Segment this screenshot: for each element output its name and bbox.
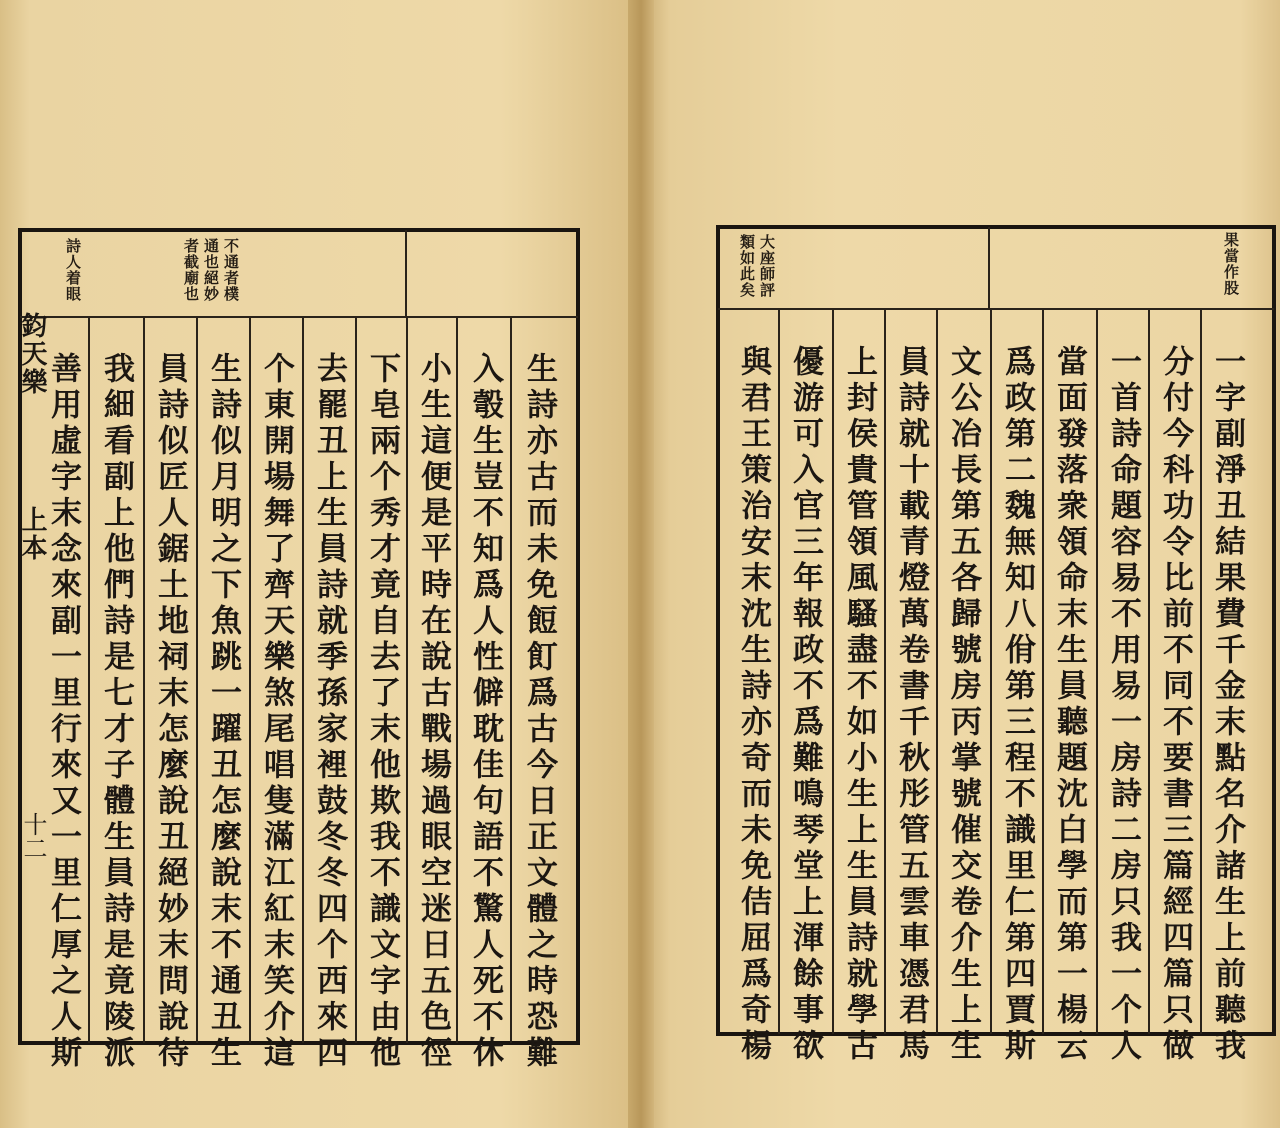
right-col-rule xyxy=(1200,308,1202,1034)
text-column: 員詩就十載青燈萬卷書千秋彤管五雲車憑君馬 xyxy=(893,345,929,1065)
text-column: 善用虛字末念來副一里行來又一里仁厚之人斯 xyxy=(45,352,81,1072)
right-head-divider xyxy=(988,227,990,308)
right-col-rule xyxy=(990,308,992,1034)
head-note: 者截廟也 xyxy=(182,238,200,302)
text-column: 一首詩命題容易不用易一房詩二房只我一个人 xyxy=(1105,345,1141,1065)
head-note: 不通者樸 xyxy=(222,238,240,302)
right-col-rule xyxy=(884,308,886,1034)
right-col-rule xyxy=(1042,308,1044,1034)
book-gutter xyxy=(628,0,654,1128)
text-column: 个東開場舞了齊天樂煞尾唱隻滿江紅末笑介這 xyxy=(258,352,294,1072)
text-column: 一字副淨丑結果費千金末點名介諸生上前聽我 xyxy=(1209,345,1245,1065)
right-col-rule xyxy=(1148,308,1150,1034)
left-head-divider xyxy=(405,230,407,316)
head-note: 類如此矣 xyxy=(738,234,756,298)
head-note: 大座師評 xyxy=(758,234,776,298)
left-col-rule xyxy=(196,316,198,1043)
text-column: 優游可入官三年報政不爲難鳴琴堂上渾餘事欲 xyxy=(787,345,823,1065)
text-column: 我細看副上他們詩是七才子體生員詩是竟陵派 xyxy=(98,352,134,1072)
text-column: 文公冶長第五各歸號房丙掌號催交卷介生上生 xyxy=(945,345,981,1065)
text-column: 上封侯貴管領風騷盡不如小生上生員詩就學古 xyxy=(841,345,877,1065)
left-col-rule xyxy=(88,316,90,1043)
text-column: 生詩亦古而未免餖飣爲古今日正文體之時恐難 xyxy=(521,352,557,1072)
left-col-rule xyxy=(406,316,408,1043)
left-col-rule xyxy=(302,316,304,1043)
text-column: 去罷丑上生員詩就季孫家裡鼓冬冬四个西來四 xyxy=(311,352,347,1072)
left-col-rule xyxy=(456,316,458,1043)
head-note: 果當作股 xyxy=(1222,232,1240,296)
book-title: 鈞天樂 xyxy=(17,312,47,396)
text-column: 下皂兩个秀才竟自去了末他欺我不識文字由他 xyxy=(364,352,400,1072)
text-column: 入彀生豈不知爲人性僻耽佳句語不驚人死不休 xyxy=(467,352,503,1072)
text-column: 員詩似匠人鋸土地祠末怎麼說丑絕妙末問說待 xyxy=(152,352,188,1072)
left-col-rule xyxy=(249,316,251,1043)
text-column: 爲政第二魏無知八佾第三程不識里仁第四賈斯 xyxy=(999,345,1035,1065)
text-column: 與君王策治安末沈生詩亦奇而未免佶屈爲奇楊 xyxy=(735,345,771,1065)
text-column: 生詩似月明之下魚跳一躍丑怎麼說末不通丑生 xyxy=(205,352,241,1072)
right-col-rule xyxy=(778,308,780,1034)
text-column: 分付今科功令比前不同不要書三篇經四篇只做 xyxy=(1157,345,1193,1065)
right-col-rule xyxy=(936,308,938,1034)
right-col-rule xyxy=(832,308,834,1034)
left-col-rule xyxy=(355,316,357,1043)
head-note: 通也絕妙 xyxy=(202,238,220,302)
right-head-rule xyxy=(718,308,1274,310)
book-section: 上本 xyxy=(17,506,47,562)
right-col-rule xyxy=(1096,308,1098,1034)
left-col-rule xyxy=(143,316,145,1043)
head-note: 詩人着眼 xyxy=(64,238,82,302)
left-head-rule xyxy=(20,316,578,318)
folio-number: 十二 xyxy=(19,812,47,860)
text-column: 小生這便是平時在說古戰場過眼空迷日五色徑 xyxy=(415,352,451,1072)
left-col-rule xyxy=(510,316,512,1043)
text-column: 當面發落衆領命末生員聽題沈白學而第一楊云 xyxy=(1051,345,1087,1065)
